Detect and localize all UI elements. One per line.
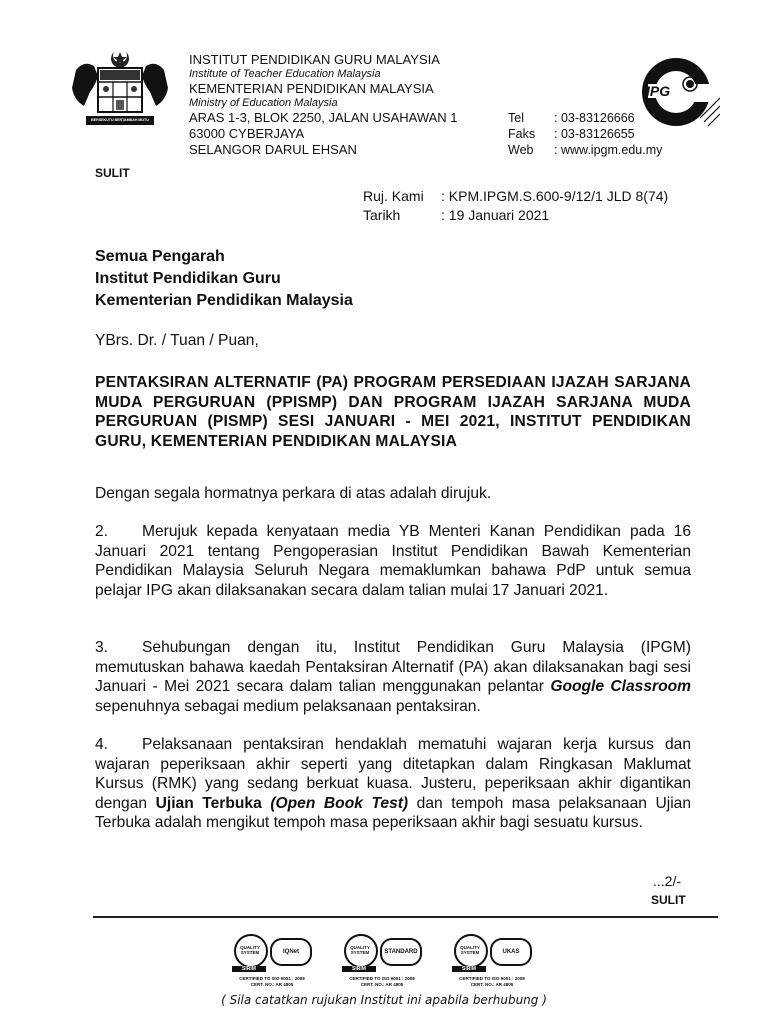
badge-brand: SIRIM bbox=[342, 966, 376, 972]
badge-standard: CERTIFIED TO ISO 9001 : 2008 bbox=[459, 976, 525, 981]
fax-value: : 03-83126655 bbox=[554, 127, 635, 141]
certification-row bbox=[232, 932, 572, 992]
paragraph-4-text-end: dan tempoh masa pelaksanaan Ujian Terbuka adalah mengikut tempoh masa peperiksaan akhir bagi sesuatu kursus. bbox=[95, 794, 692, 831]
reference-number: : KPM.IPGM.S.600-9/12/1 JLD 8(74) bbox=[441, 188, 669, 204]
reference-block bbox=[363, 187, 668, 225]
institute-name: INSTITUT PENDIDIKAN GURU MALAYSIA bbox=[189, 52, 440, 67]
institute-name-english: Institute of Teacher Education Malaysia bbox=[189, 68, 381, 80]
badge-mark: IQNet bbox=[270, 938, 312, 966]
recipient-block bbox=[95, 246, 353, 312]
recipient-line-1: Semua Pengarah bbox=[95, 248, 225, 265]
paragraph-4-number: 4. bbox=[95, 736, 109, 753]
badge-mark: UKAS bbox=[490, 938, 532, 966]
date-value: : 19 Januari 2021 bbox=[441, 207, 550, 223]
letterhead-text bbox=[189, 52, 458, 158]
ministry-name: KEMENTERIAN PENDIDIKAN MALAYSIA bbox=[189, 81, 434, 96]
date-label: Tarikh bbox=[363, 207, 401, 223]
paragraph-3-text-end: sepenuhnya sebagai medium pelaksanaan pentaksiran. bbox=[95, 697, 481, 715]
next-page-marker: ...2/- bbox=[653, 873, 682, 889]
paragraph-3 bbox=[95, 638, 691, 716]
address-line-1: ARAS 1-3, BLOK 2250, JALAN USAHAWAN 1 bbox=[189, 110, 458, 125]
address-line-3: SELANGOR DARUL EHSAN bbox=[189, 142, 357, 157]
certification-badge bbox=[232, 932, 312, 990]
ministry-name-english: Ministry of Education Malaysia bbox=[189, 97, 338, 109]
footer-classification: SULIT bbox=[651, 893, 686, 907]
paragraph-2-text: Merujuk kepada kenyataan media YB Menteri Kanan Pendidikan pada 16 Januari 2021 tentang Pengoperasian Institut Pendidikan Bawah Kementerian Pendidikan Malaysia Seluruh Negara memaklumkan bahawa PdP untuk semua pelajar IPG akan dilaksanakan secara dalam talian mulai 17 Januari 2021. bbox=[95, 523, 691, 599]
tel-label: Tel bbox=[508, 111, 524, 125]
salutation: YBrs. Dr. / Tuan / Puan, bbox=[95, 332, 259, 349]
paragraph-4-bold: Ujian Terbuka bbox=[155, 794, 262, 812]
ipg-logo bbox=[640, 54, 720, 128]
badge-cert-number: CERT. NO.: AR 4805 bbox=[360, 982, 404, 987]
web-label: Web bbox=[508, 143, 534, 157]
paragraph-3-emphasis: Google Classroom bbox=[550, 678, 691, 695]
tel-value: : 03-83126666 bbox=[554, 111, 635, 125]
opening-paragraph: Dengan segala hormatnya perkara di atas adalah dirujuk. bbox=[95, 485, 492, 502]
certification-badge bbox=[342, 932, 422, 990]
crest-motto: BERSEKUTU BERTAMBAH MUTU bbox=[91, 118, 149, 122]
paragraph-4-text: Pelaksanaan pentaksiran hendaklah mematuhi wajaran kerja kursus dan wajaran peperiksaan akhir seperti yang ditetapkan dalam Ringkasan Maklumat Kursus (RMK) yang sedang berkuat kuasa. Justeru, peperiksaan akhir digantikan dengan bbox=[95, 736, 691, 812]
paragraph-3-number: 3. bbox=[95, 639, 109, 656]
badge-top-label: QUALITY SYSTEM bbox=[240, 945, 260, 955]
paragraph-4 bbox=[95, 735, 691, 833]
classification-label: SULIT bbox=[95, 166, 130, 180]
badge-cert-number: CERT. NO.: AR 4805 bbox=[250, 982, 294, 987]
malaysia-crest bbox=[70, 48, 170, 130]
address-line-2: 63000 CYBERJAYA bbox=[189, 126, 305, 141]
footer-note: ( Sila catatkan rujukan Institut ini apabila berhubung ) bbox=[221, 993, 547, 1007]
badge-standard: CERTIFIED TO ISO 9001 : 2008 bbox=[349, 976, 415, 981]
badge-brand: SIRIM bbox=[232, 966, 266, 972]
badge-standard: CERTIFIED TO ISO 9001 : 2008 bbox=[239, 976, 305, 981]
badge-top-label: QUALITY SYSTEM bbox=[350, 945, 370, 955]
ipg-logo-text: IPG bbox=[646, 83, 671, 99]
subject-title: PENTAKSIRAN ALTERNATIF (PA) PROGRAM PERSEDIAAN IJAZAH SARJANA MUDA PERGURUAN (PPISMP) DAN PROGRAM IJAZAH SARJANA MUDA PERGURUAN (PISMP) SESI JANUARI - MEI 2021, INSTITUT PENDIDIKAN GURU, KEMENTERIAN PENDIDIKAN MALAYSIA bbox=[95, 374, 691, 450]
fax-label: Faks bbox=[508, 127, 536, 141]
footer-divider bbox=[93, 916, 718, 918]
web-value: : www.ipgm.edu.my bbox=[554, 143, 663, 157]
badge-brand: SIRIM bbox=[452, 966, 486, 972]
badge-cert-number: CERT. NO.: AR 4805 bbox=[470, 982, 514, 987]
paragraph-4-bold-italic: (Open Book Test) bbox=[270, 794, 409, 812]
paragraph-2 bbox=[95, 522, 691, 600]
paragraph-3-text: Sehubungan dengan itu, Institut Pendidikan Guru Malaysia (IPGM) memutuskan bahawa kaedah Pentaksiran Alternatif (PA) akan dilaksanakan bagi sesi Januari - Mei 2021 secara dalam talian menggunakan pelantar bbox=[95, 639, 691, 695]
badge-top-label: QUALITY SYSTEM bbox=[460, 945, 480, 955]
recipient-line-2: Institut Pendidikan Guru bbox=[95, 270, 281, 287]
paragraph-2-number: 2. bbox=[95, 523, 109, 540]
reference-label: Ruj. Kami bbox=[363, 188, 424, 204]
certification-badge bbox=[452, 932, 532, 990]
badge-mark: STANDARD bbox=[380, 938, 422, 966]
recipient-line-3: Kementerian Pendidikan Malaysia bbox=[95, 292, 353, 309]
